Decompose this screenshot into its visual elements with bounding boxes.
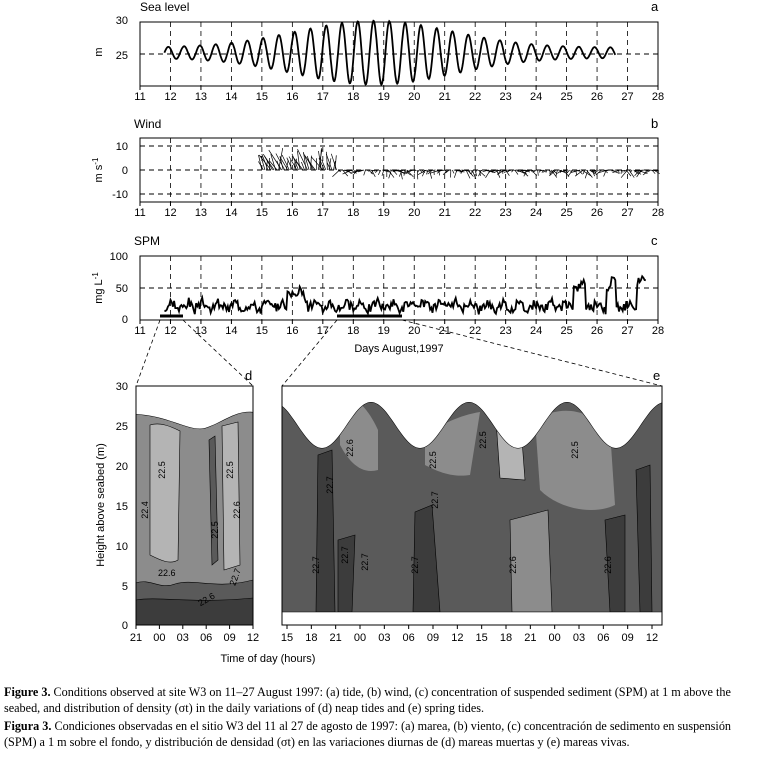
panel-a-xtick-23: 23 xyxy=(499,91,512,103)
e-xtick-9: 18 xyxy=(499,632,513,644)
panel-a-xtick-19: 19 xyxy=(377,91,390,103)
panel-c-xtick-14: 14 xyxy=(225,325,238,337)
panel-c-xlabel: Days August,1997 xyxy=(354,343,444,355)
panel-c-xtick-26: 26 xyxy=(590,325,604,337)
panel-b-xtick-13: 13 xyxy=(194,207,208,219)
e-contour-4: 22.5 xyxy=(570,441,580,459)
e-xtick-6: 09 xyxy=(426,632,440,644)
panel-a-xtick-13: 13 xyxy=(194,91,208,103)
panel-d-neap-density xyxy=(130,368,259,644)
e-contour-7: 22.7 xyxy=(311,556,321,574)
de-ylabel: Height above seabed (m) xyxy=(95,443,107,567)
e-contour-1: 22.6 xyxy=(345,439,355,457)
e-contour-11: 22.6 xyxy=(508,556,518,574)
panel-a-xtick-24: 24 xyxy=(529,91,543,103)
panel-b-ylabel: m $s^{-1}$ xyxy=(91,157,105,183)
e-xtick-11: 00 xyxy=(548,632,561,644)
caption-spanish: Figura 3. Condiciones observadas en el sitio W3 del 11 al 27 de agosto de 1997: (a) marea, (b) viento, (c) concentración de sedimento en suspensión (SPM) a 1 m sobre el fondo, y distribución de densidad (σt) en las variaciones diurnas de (d) mareas muertas y (e) mareas vivas. xyxy=(4,719,732,749)
de-ytick-10: 10 xyxy=(115,541,128,553)
panel-e-spring-density xyxy=(281,368,662,644)
panel-c-xtick-22: 22 xyxy=(469,325,482,337)
panel-c-ylabel: mg $L^{-1}$ xyxy=(91,272,105,304)
panel-e-letter: e xyxy=(653,368,661,383)
d-contour-2: 22.5 xyxy=(225,461,235,479)
e-xtick-10: 21 xyxy=(524,632,537,644)
e-xtick-2: 21 xyxy=(329,632,342,644)
e-contour-8: 22.7 xyxy=(340,546,350,564)
d-xtick-2: 03 xyxy=(176,632,189,644)
panel-a-title: Sea level xyxy=(140,0,190,14)
panel-c-xtick-19: 19 xyxy=(377,325,390,337)
panel-a-xtick-28: 28 xyxy=(651,91,665,103)
panel-b-xtick-24: 24 xyxy=(529,207,543,219)
d-xtick-1: 00 xyxy=(153,632,166,644)
panel-b-xtick-26: 26 xyxy=(590,207,604,219)
d-contour-4: 22.5 xyxy=(210,521,220,539)
de-ytick-0: 0 xyxy=(121,620,128,632)
panel-a-xtick-16: 16 xyxy=(286,91,299,103)
panel-a-ytick-30: 30 xyxy=(115,15,128,27)
sea-level-curve xyxy=(164,21,615,85)
d-xtick-3: 06 xyxy=(200,632,213,644)
panel-b-title: Wind xyxy=(134,117,162,131)
e-contour-3: 22.5 xyxy=(478,431,488,449)
panel-b-xtick-12: 12 xyxy=(164,207,177,219)
panel-c-xtick-15: 15 xyxy=(255,325,269,337)
e-contour-5: 22.7 xyxy=(325,476,335,494)
panel-a-xtick-15: 15 xyxy=(255,91,269,103)
d-contour-8: 22.6 xyxy=(196,590,217,609)
panel-d-letter: d xyxy=(245,368,253,383)
spm-curve xyxy=(164,276,645,314)
wind-stick-plot xyxy=(258,148,659,179)
panel-a-xtick-17: 17 xyxy=(316,91,329,103)
de-xlabel: Time of day (hours) xyxy=(220,653,316,665)
e-contour-6: 22.7 xyxy=(430,491,440,509)
panel-b-xtick-21: 21 xyxy=(438,207,451,219)
e-contour-2: 22.5 xyxy=(428,451,438,469)
panel-b-xtick-25: 25 xyxy=(560,207,573,219)
panel-b-ytick-0: 0 xyxy=(121,165,128,177)
panel-b-xtick-28: 28 xyxy=(651,207,665,219)
panel-c-xtick-16: 16 xyxy=(286,325,299,337)
panel-c-xtick-18: 18 xyxy=(347,325,360,337)
panel-b-ytick-10: 10 xyxy=(115,141,128,153)
d-contour-7: 22.7 xyxy=(227,567,243,587)
panel-c-xticks xyxy=(134,320,664,337)
e-xtick-0: 15 xyxy=(280,632,294,644)
e-xtick-7: 12 xyxy=(451,632,464,644)
d-xtick-5: 12 xyxy=(246,632,260,644)
de-ytick-15: 15 xyxy=(115,501,128,513)
panel-b-xtick-18: 18 xyxy=(347,207,360,219)
panel-b-xtick-23: 23 xyxy=(499,207,512,219)
panel-c-xtick-13: 13 xyxy=(194,325,208,337)
panel-c-xtick-20: 20 xyxy=(408,325,421,337)
de-ytick-5: 5 xyxy=(121,581,128,593)
panel-a-xtick-20: 20 xyxy=(408,91,421,103)
panel-c-xtick-12: 12 xyxy=(164,325,177,337)
panel-e-xticks xyxy=(281,625,658,644)
panel-c-xtick-11: 11 xyxy=(134,325,146,337)
panel-c-xtick-24: 24 xyxy=(529,325,543,337)
panel-c-title: SPM xyxy=(134,234,161,248)
panel-b-wind xyxy=(91,116,664,219)
panel-a-xtick-25: 25 xyxy=(560,91,573,103)
panel-c-xtick-23: 23 xyxy=(499,325,512,337)
panel-a-xtick-26: 26 xyxy=(590,91,604,103)
panel-a-sea-level xyxy=(93,0,664,103)
panel-a-xticks xyxy=(134,86,664,103)
panel-c-xtick-17: 17 xyxy=(316,325,329,337)
panel-b-xtick-11: 11 xyxy=(134,207,146,219)
e-contour-12: 22.6 xyxy=(603,556,613,574)
panel-a-xtick-12: 12 xyxy=(164,91,177,103)
panel-c-ytick-100: 100 xyxy=(109,251,128,263)
d-xtick-0: 21 xyxy=(129,632,143,644)
e-xtick-15: 12 xyxy=(645,632,659,644)
panel-b-letter: b xyxy=(651,116,659,131)
panel-c-xtick-25: 25 xyxy=(560,325,573,337)
d-contour-6: 22.6 xyxy=(158,568,176,578)
e-xtick-14: 09 xyxy=(621,632,634,644)
e-contour-10: 22.7 xyxy=(410,556,420,574)
panel-b-ytick-neg10: -10 xyxy=(112,189,128,201)
panel-b-xtick-15: 15 xyxy=(255,207,269,219)
panel-c-ytick-50: 50 xyxy=(115,283,128,295)
panel-b-xtick-16: 16 xyxy=(286,207,299,219)
panel-b-xtick-20: 20 xyxy=(408,207,421,219)
panel-c-spm xyxy=(91,233,664,355)
panel-a-xtick-11: 11 xyxy=(134,91,146,103)
d-contour-3: 22.4 xyxy=(140,501,150,519)
panel-a-xtick-21: 21 xyxy=(438,91,451,103)
panel-b-xtick-19: 19 xyxy=(377,207,390,219)
panel-a-xtick-18: 18 xyxy=(347,91,360,103)
e-xtick-5: 06 xyxy=(402,632,415,644)
panel-a-ylabel: m xyxy=(93,47,105,57)
d-xtick-4: 09 xyxy=(223,632,236,644)
panel-c-letter: c xyxy=(651,233,658,248)
de-ytick-30: 30 xyxy=(115,381,128,393)
panel-b-xticks xyxy=(134,202,664,219)
panel-b-xtick-14: 14 xyxy=(225,207,238,219)
panel-c-xtick-21: 21 xyxy=(438,325,451,337)
panel-a-letter: a xyxy=(651,0,659,14)
de-ytick-25: 25 xyxy=(115,421,128,433)
e-contour-9: 22.7 xyxy=(360,553,370,571)
e-xtick-4: 03 xyxy=(378,632,391,644)
panel-c-xtick-28: 28 xyxy=(651,325,665,337)
d-contour-1: 22.5 xyxy=(157,461,167,479)
panel-b-xtick-22: 22 xyxy=(469,207,482,219)
panel-b-xtick-27: 27 xyxy=(621,207,634,219)
e-xtick-3: 00 xyxy=(353,632,367,644)
panel-a-xtick-22: 22 xyxy=(469,91,482,103)
e-xtick-13: 06 xyxy=(597,632,610,644)
panel-c-xtick-27: 27 xyxy=(621,325,634,337)
de-ytick-20: 20 xyxy=(115,461,128,473)
panel-c-ytick-0: 0 xyxy=(121,314,128,326)
e-xtick-1: 18 xyxy=(305,632,318,644)
panel-a-xtick-27: 27 xyxy=(621,91,634,103)
panel-b-xtick-17: 17 xyxy=(316,207,329,219)
d-contour-5: 22.6 xyxy=(232,501,242,519)
e-xtick-8: 15 xyxy=(475,632,488,644)
panel-d-xticks xyxy=(130,625,259,644)
panel-a-xtick-14: 14 xyxy=(225,91,238,103)
panel-a-ytick-25: 25 xyxy=(115,50,128,62)
e-xtick-12: 03 xyxy=(572,632,586,644)
caption-english: Figure 3. Conditions observed at site W3 on 11–27 August 1997: (a) tide, (b) wind, (c) concentration of suspended sediment (SPM) at 1 m above the seabed, and distribution of density (σt) in the daily variations of (d) neap tides and (e) spring tides. xyxy=(4,685,731,715)
